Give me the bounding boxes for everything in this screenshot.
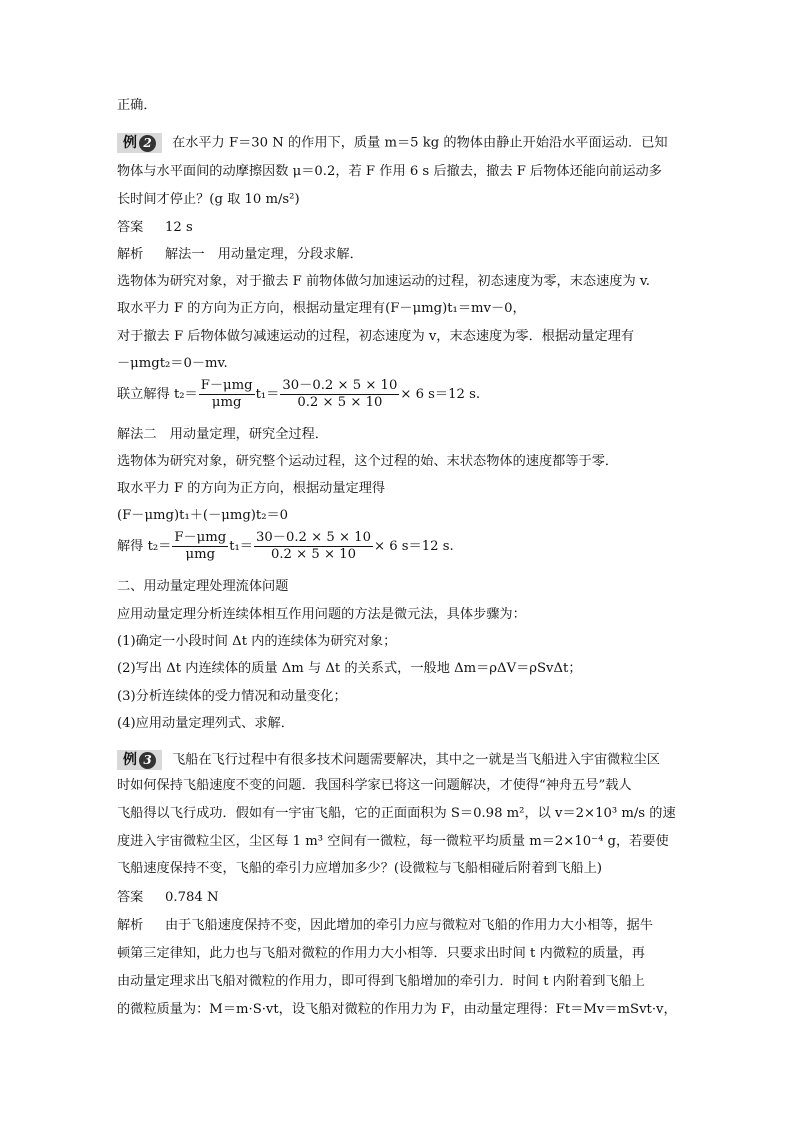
equation-text: (F－μmg)t₁＋(－μmg)t₂＝0 xyxy=(117,508,289,523)
example-badge xyxy=(117,133,162,153)
solution-label: 解析 xyxy=(117,918,144,933)
problem-text: 在水平力 F＝30 N 的作用下，质量 m＝5 kg 的物体由静止开始沿水平面运动．已知 xyxy=(172,135,668,151)
equation-text: t₁＝ xyxy=(255,387,280,402)
answer-line xyxy=(117,889,218,907)
section-heading: 二、用动量定理处理流体问题 xyxy=(117,579,289,594)
solution-line xyxy=(117,246,363,264)
fraction-numerator: 30－0.2 × 5 × 10 xyxy=(255,530,371,545)
problem-text: 飞船得以飞行成功．假如有一宇宙飞船，它的正面面积为 S＝0.98 m²，以 v＝2×10³ m/s 的速 xyxy=(117,806,676,821)
text-line: 正确． xyxy=(117,98,157,113)
problem-text: 时如何保持飞船速度不变的问题．我国科学家已将这一问题解决，才使得“神舟五号”载人 xyxy=(117,778,632,793)
solution-text: －μmgt₂＝0－mv. xyxy=(117,356,228,371)
solution-text: 由动量定理求出飞船对微粒的作用力，即可得到飞船增加的牵引力．时间 t 内附着到飞船上 xyxy=(117,974,645,989)
solution-text: 的微粒质量为：M＝m·S·vt，设飞船对微粒的作用力为 F，由动量定理得：Ft＝Mv＝mSvt·v， xyxy=(117,1002,677,1017)
fraction-numerator: F－μmg xyxy=(174,530,227,545)
answer-label: 答案 xyxy=(117,890,144,905)
fraction-numerator: 30－0.2 × 5 × 10 xyxy=(282,378,398,393)
answer-line xyxy=(117,219,193,237)
example-number: 2 xyxy=(139,135,156,152)
fraction-denominator: 0.2 × 5 × 10 xyxy=(297,395,383,410)
example-label: 例 xyxy=(123,135,137,151)
problem-text: 飞船在飞行过程中有很多技术问题需要解决，其中之一就是当飞船进入宇宙微粒尘区 xyxy=(172,752,660,768)
answer-label: 答案 xyxy=(117,220,144,235)
solution-label: 解析 xyxy=(117,247,144,262)
fraction-numerator: F－μmg xyxy=(200,378,253,393)
equation-text: 联立解得 t₂＝ xyxy=(117,387,198,402)
answer-value: 0.784 N xyxy=(165,890,219,905)
step-item: (3)分析连续体的受力情况和动量变化； xyxy=(117,689,347,704)
fraction xyxy=(199,378,255,411)
equation-line xyxy=(117,530,454,563)
step-item: (2)写出 Δt 内连续体的质量 Δm 与 Δt 的关系式，一般地 Δm＝ρΔV＝ρSvΔt； xyxy=(117,661,582,676)
section-intro: 应用动量定理分析连续体相互作用问题的方法是微元法，具体步骤为： xyxy=(117,607,526,622)
solution-text: 由于飞船速度保持不变，因此增加的牵引力应与微粒对飞船的作用力大小相等，据牛 xyxy=(165,918,653,933)
fraction-denominator: 0.2 × 5 × 10 xyxy=(270,547,356,562)
fraction-denominator: μmg xyxy=(185,547,216,562)
problem-text: 度进入宇宙微粒尘区，尘区每 1 m³ 空间有一微粒，每一微粒平均质量 m＝2×10⁻⁴ g，若要使 xyxy=(117,834,669,849)
fraction xyxy=(254,530,373,563)
answer-value: 12 s xyxy=(165,220,193,235)
solution-line xyxy=(117,917,653,935)
example-2-line xyxy=(117,133,668,153)
solution-text: 对于撤去 F 后物体做匀减速运动的过程，初态速度为 v，末态速度为零．根据动量定理有 xyxy=(117,329,635,344)
example-badge xyxy=(117,750,162,770)
equation-text: × 6 s＝12 s. xyxy=(400,387,481,402)
problem-text: 物体与水平面间的动摩擦因数 μ＝0.2，若 F 作用 6 s 后撤去，撤去 F 后物体还能向前运动多 xyxy=(117,164,662,179)
solution-text: 取水平力 F 的方向为正方向，根据动量定理有(F－μmg)t₁＝mv－0， xyxy=(117,301,526,316)
equation-text: × 6 s＝12 s. xyxy=(373,539,454,554)
solution-method-1: 解法一 用动量定理，分段求解． xyxy=(165,247,363,262)
solution-text: 顿第三定律知，此力也与飞船对微粒的作用力大小相等．只要求出时间 t 内微粒的质量，再 xyxy=(117,946,645,961)
problem-text: 飞船速度保持不变，飞船的牵引力应增加多少？(设微粒与飞船相碰后附着到飞船上) xyxy=(117,861,603,876)
example-3-line xyxy=(117,750,660,770)
example-number: 3 xyxy=(139,752,156,769)
solution-text: 解法二 用动量定理，研究全过程． xyxy=(117,427,328,442)
solution-text: 选物体为研究对象，研究整个运动过程，这个过程的始、末状态物体的速度都等于零． xyxy=(117,454,619,469)
step-item: (4)应用动量定理列式、求解． xyxy=(117,716,294,731)
step-item: (1)确定一小段时间 Δt 内的连续体为研究对象； xyxy=(117,634,397,649)
equation-text: t₁＝ xyxy=(229,539,253,554)
problem-text: 长时间才停止？(g 取 10 m/s²) xyxy=(117,192,300,207)
solution-text: 选物体为研究对象，对于撤去 F 前物体做匀加速运动的过程，初态速度为零，末态速度为 v. xyxy=(117,274,650,289)
fraction xyxy=(172,530,228,563)
equation-text: 解得 t₂＝ xyxy=(117,539,172,554)
fraction-denominator: μmg xyxy=(211,395,242,410)
example-label: 例 xyxy=(123,752,137,768)
equation-line xyxy=(117,378,480,411)
solution-text: 取水平力 F 的方向为正方向，根据动量定理得 xyxy=(117,481,386,496)
fraction xyxy=(280,378,399,411)
